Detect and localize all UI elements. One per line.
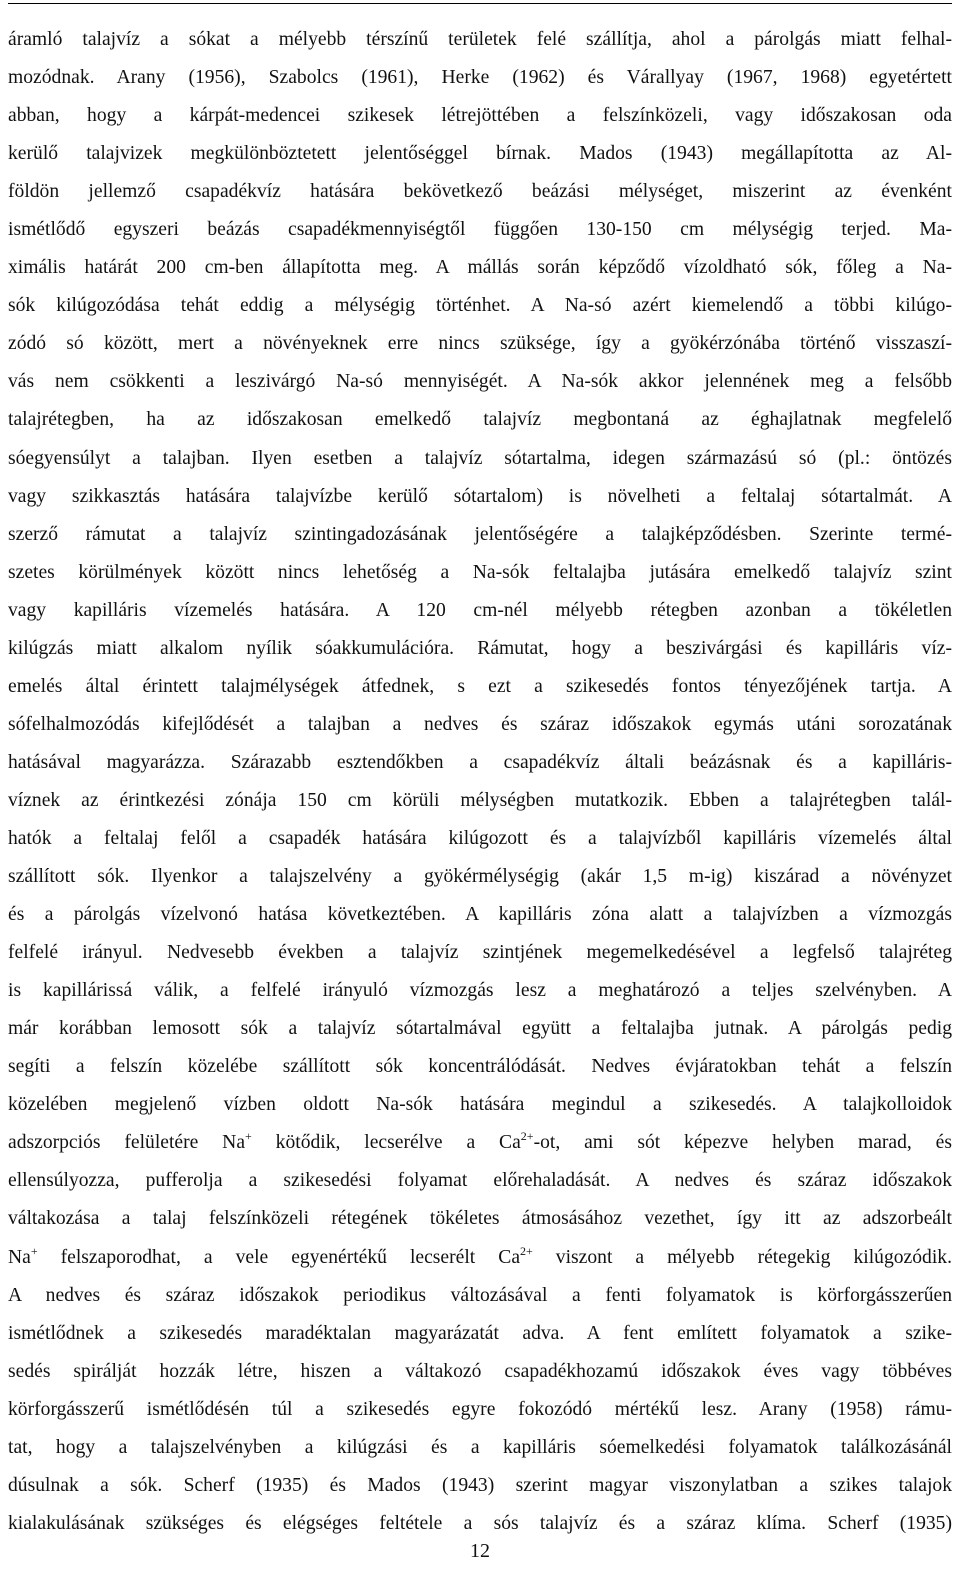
text-fragment: -ot, ami sót képezve helyben marad, és [533, 1132, 952, 1154]
text-line: víznek az érintkezési zónája 150 cm körüli mélységben mutatkozik. Ebben a talajrétegben talál- [8, 789, 952, 811]
text-line-with-superscripts [8, 1239, 952, 1277]
text-line: szállított sók. Ilyenkor a talajszelvény a gyökérmélységig (akár 1,5 m-ig) kiszárad a növényzet [8, 866, 952, 888]
text-line: tat, hogy a talajszelvényben a kilúgzási és a kapilláris sóemelkedési folyamatok találkozásánál [8, 1436, 952, 1458]
text-line: is kapillárissá válik, a felfelé irányuló vízmozgás lesz a meghatározó a teljes szelvényben. A [8, 980, 952, 1002]
text-line: ismétlődnek a szikesedés maradéktalan magyarázatát adva. A fent említett folyamatok a szike- [8, 1322, 952, 1344]
text-line: sedés spirálját hozzák létre, hiszen a váltakozó csapadékhozamú időszakok éves vagy többéves [8, 1360, 952, 1382]
text-line: kialakulásának szükséges és elégséges feltétele a sós talajvíz és a száraz klíma. Scherf (1935) [8, 1512, 952, 1534]
text-fragment: kötődik, lecserélve a Ca [251, 1132, 521, 1154]
superscript: + [30, 1243, 38, 1258]
text-line: sóegyensúlyt a talajban. Ilyen esetben a talajvíz sótartalma, idegen származású só (pl.: öntözés [8, 447, 952, 469]
text-line: szetes körülmények között nincs lehetőség a Na-sók feltalajba jutására emelkedő talajvíz szint [8, 561, 952, 583]
text-fragment: adszorpciós felületére Na [8, 1132, 246, 1154]
body-text [8, 21, 952, 1543]
text-line: váltakozása a talaj felszínközeli rétegének tökéletes átmosásához vezethet, így itt az adszorbeált [8, 1208, 952, 1230]
text-line: mozódnak. Arany (1956), Szabolcs (1961), Herke (1962) és Várallyay (1967, 1968) egyetértett [8, 67, 952, 89]
text-line: hatók a feltalaj felől a csapadék hatására kilúgozott és a talajvízből kapilláris vízemelés által [8, 827, 952, 849]
text-fragment: viszont a mélyebb rétegekig kilúgozódik. [532, 1246, 952, 1268]
text-line: vagy kapilláris vízemelés hatására. A 120 cm-nél mélyebb rétegben azonban a tökéletlen [8, 599, 952, 621]
text-line: zódó só között, mert a növényeknek erre nincs szüksége, így a gyökérzónába történő visszaszí- [8, 333, 952, 355]
text-line: áramló talajvíz a sókat a mélyebb térszínű területek felé szállítja, ahol a párolgás miatt felhal- [8, 29, 952, 50]
text-line: kerülő talajvizek megkülönböztetett jelentőséggel bírnak. Mados (1943) megállapította az Al- [8, 143, 952, 165]
text-line: segíti a felszín közelébe szállított sók koncentrálódását. Nedves évjáratokban tehát a felszín [8, 1056, 952, 1078]
text-line: közelében megjelenő vízben oldott Na-sók hatására megindul a szikesedés. A talajkolloidok [8, 1094, 952, 1116]
text-line: vagy szikkasztás hatására talajvízbe kerülő sótartalom) is növelheti a feltalaj sótartalmát. A [8, 485, 952, 507]
superscript: + [245, 1129, 252, 1144]
text-line: felfelé irányul. Nedvesebb években a talajvíz szintjének megemelkedésével a legfelső talajréteg [8, 942, 952, 964]
superscript: 2+ [520, 1129, 534, 1144]
text-line: vás nem csökkenti a leszivárgó Na-só mennyiségét. A Na-sók akkor jelennének meg a felsőbb [8, 371, 952, 393]
text-line: sófelhalmozódás kifejlődését a talajban a nedves és száraz időszakok egymás utáni sorozatának [8, 713, 952, 735]
text-line: emelés által érintett talajmélységek átfednek, s ezt a szikesedés fontos tényezőjének tartja. A [8, 675, 952, 697]
text-line: abban, hogy a kárpát-medencei szikesek létrejöttében a felszínközeli, vagy időszakosan oda [8, 105, 952, 127]
text-line: körforgásszerű ismétlődésén túl a szikesedés egyre fokozódó mértékű lesz. Arany (1958) rámu- [8, 1398, 952, 1420]
header-rule [8, 3, 952, 4]
text-line: és a párolgás vízelvonó hatása következtében. A kapilláris zóna alatt a talajvízben a vízmozgás [8, 904, 952, 926]
page-number: 12 [470, 1540, 490, 1562]
text-line: ellensúlyozza, pufferolja a szikesedési folyamat előrehaladását. A nedves és száraz időszakok [8, 1170, 952, 1192]
text-line: sók kilúgozódása tehát eddig a mélységig történhet. A Na-só azért kiemelendő a többi kilúgo- [8, 295, 952, 317]
text-line: talajrétegben, ha az időszakosan emelkedő talajvíz megbontaná az éghajlatnak megfelelő [8, 409, 952, 431]
text-line: hatásával magyarázza. Szárazabb esztendőkben a csapadékvíz általi beázásnak és a kapilláris- [8, 751, 952, 773]
text-fragment: Na [8, 1246, 31, 1268]
text-line: már korábban lemosott sók a talajvíz sótartalmával együtt a feltalajba jutnak. A párolgás pedig [8, 1018, 952, 1040]
text-line: kilúgzás miatt alkalom nyílik sóakkumulációra. Rámutat, hogy a beszivárgási és kapilláris víz- [8, 637, 952, 659]
text-line: dúsulnak a sók. Scherf (1935) és Mados (1943) szerint magyar viszonylatban a szikes talajok [8, 1474, 952, 1496]
text-line: ismétlődő egyszeri beázás csapadékmennyiségtől függően 130-150 cm mélységig terjed. Ma- [8, 219, 952, 241]
text-line-with-superscripts [8, 1124, 952, 1162]
text-line: szerző rámutat a talajvíz szintingadozásának jelentőségére a talajképződésben. Szerinte termé- [8, 523, 952, 545]
text-fragment: felszaporodhat, a vele egyenértékű lecserélt Ca [37, 1246, 521, 1268]
text-line: földön jellemző csapadékvíz hatására bekövetkező beázási mélységet, miszerint az évenként [8, 181, 952, 203]
text-line: ximális határát 200 cm-ben állapította meg. A mállás során képződő vízoldható sók, főleg a Na- [8, 257, 952, 279]
superscript: 2+ [520, 1243, 533, 1258]
text-line: A nedves és száraz időszakok periodikus változásával a fenti folyamatok is körforgásszerűen [8, 1284, 952, 1306]
